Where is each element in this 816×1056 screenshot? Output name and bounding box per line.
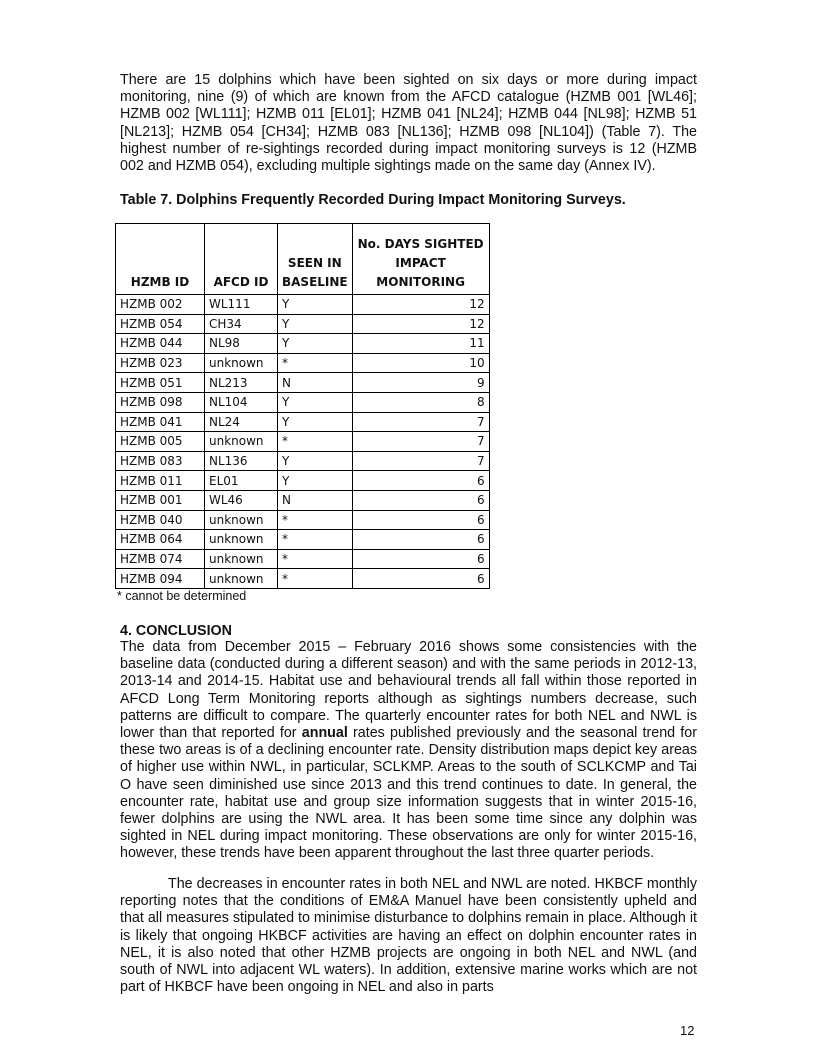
days-sighted-cell: 7 <box>352 432 489 452</box>
afcd-id-cell: unknown <box>205 549 278 569</box>
baseline-cell: Y <box>278 295 353 315</box>
table-row <box>116 295 490 315</box>
hzmb-id-cell: HZMB 040 <box>116 510 205 530</box>
afcd-id-cell: unknown <box>205 510 278 530</box>
table-row <box>116 451 490 471</box>
baseline-cell: * <box>278 530 353 550</box>
days-sighted-cell: 6 <box>352 490 489 510</box>
table-row <box>116 412 490 432</box>
emphasis-annual: annual <box>301 725 348 742</box>
days-sighted-cell: 9 <box>352 373 489 393</box>
table-row <box>116 314 490 334</box>
hzmb-id-cell: HZMB 074 <box>116 549 205 569</box>
table-row <box>116 392 490 412</box>
header-days-sighted: No. DAYS SIGHTED IMPACT MONITORING <box>352 224 489 295</box>
hzmb-id-cell: HZMB 005 <box>116 432 205 452</box>
baseline-cell: Y <box>278 314 353 334</box>
section-heading: 4. CONCLUSION <box>120 623 233 639</box>
baseline-cell: Y <box>278 451 353 471</box>
table-row <box>116 334 490 354</box>
days-sighted-cell: 7 <box>352 451 489 471</box>
baseline-cell: * <box>278 549 353 569</box>
baseline-cell: Y <box>278 334 353 354</box>
afcd-id-cell: NL24 <box>205 412 278 432</box>
afcd-id-cell: WL111 <box>205 295 278 315</box>
afcd-id-cell: NL98 <box>205 334 278 354</box>
hzmb-id-cell: HZMB 011 <box>116 471 205 491</box>
hzmb-id-cell: HZMB 083 <box>116 451 205 471</box>
table-row <box>116 530 490 550</box>
hzmb-id-cell: HZMB 001 <box>116 490 205 510</box>
afcd-id-cell: WL46 <box>205 490 278 510</box>
baseline-cell: Y <box>278 471 353 491</box>
baseline-cell: * <box>278 510 353 530</box>
intro-paragraph: There are 15 dolphins which have been sighted on six days or more during impact monitoring, nine (9) of which are known from the AFCD catalogue (HZMB 001 [WL46]; HZMB 002 [WL111]; HZMB 011 [EL01]; HZMB 041 [NL24]; HZMB 044 [NL98]; HZMB 51 [NL213]; HZMB 054 [CH34]; HZMB 083 [NL136]; HZMB 098 [NL104]) (Table 7). The highest number of re-sightings recorded during impact monitoring surveys is 12 (HZMB 002 and HZMB 054), excluding multiple sightings made on the same day (Annex IV). <box>120 72 697 175</box>
table-row <box>116 510 490 530</box>
table-row <box>116 569 490 589</box>
baseline-cell: Y <box>278 412 353 432</box>
table-row <box>116 373 490 393</box>
afcd-id-cell: NL104 <box>205 392 278 412</box>
table-body <box>116 295 490 589</box>
hzmb-id-cell: HZMB 098 <box>116 392 205 412</box>
days-sighted-cell: 11 <box>352 334 489 354</box>
conclusion-text-a: The data from December 2015 – February 2016 shows some consistencies with the baseline data (conducted during a different season) and with the same periods in 2012-13, 2013-14 and 2014-15. Habitat use and behavioural trends all fall within those reported in AFCD Long Term Monitoring reports although as sightings numbers decrease, such patterns are difficult to compare. The quarterly encounter rates for both NEL and NWL is lower than that reported for <box>120 639 697 742</box>
conclusion-paragraph-1 <box>120 639 697 863</box>
baseline-cell: Y <box>278 392 353 412</box>
baseline-cell: * <box>278 353 353 373</box>
days-sighted-cell: 8 <box>352 392 489 412</box>
table-row <box>116 549 490 569</box>
conclusion-paragraph-2: The decreases in encounter rates in both NEL and NWL are noted. HKBCF monthly reporting notes that the conditions of EM&A Manuel have been consistently upheld and that all measures stipulated to minimise disturbance to dolphins remain in place. Although it is likely that ongoing HKBCF activities are having an effect on dolphin encounter rates in NEL, it is also noted that other HZMB projects are ongoing in both NEL and NWL (and south of NWL into adjacent WL waters). In addition, extensive marine works which are not part of HKBCF have been ongoing in NEL and also in parts <box>120 876 697 996</box>
table-header-row <box>116 224 490 295</box>
header-seen-in-baseline: SEEN IN BASELINE <box>278 224 353 295</box>
hzmb-id-cell: HZMB 054 <box>116 314 205 334</box>
hzmb-id-cell: HZMB 041 <box>116 412 205 432</box>
hzmb-id-cell: HZMB 094 <box>116 569 205 589</box>
days-sighted-cell: 6 <box>352 471 489 491</box>
days-sighted-cell: 12 <box>352 314 489 334</box>
table-row <box>116 471 490 491</box>
afcd-id-cell: CH34 <box>205 314 278 334</box>
days-sighted-cell: 6 <box>352 549 489 569</box>
baseline-cell: N <box>278 490 353 510</box>
table-caption: Table 7. Dolphins Frequently Recorded During Impact Monitoring Surveys. <box>120 192 626 208</box>
days-sighted-cell: 7 <box>352 412 489 432</box>
baseline-cell: * <box>278 569 353 589</box>
afcd-id-cell: unknown <box>205 530 278 550</box>
days-sighted-cell: 10 <box>352 353 489 373</box>
header-hzmb-id: HZMB ID <box>116 224 205 295</box>
afcd-id-cell: EL01 <box>205 471 278 491</box>
table-row <box>116 490 490 510</box>
hzmb-id-cell: HZMB 002 <box>116 295 205 315</box>
baseline-cell: N <box>278 373 353 393</box>
table-row <box>116 432 490 452</box>
days-sighted-cell: 6 <box>352 530 489 550</box>
afcd-id-cell: NL213 <box>205 373 278 393</box>
table-row <box>116 353 490 373</box>
afcd-id-cell: NL136 <box>205 451 278 471</box>
hzmb-id-cell: HZMB 023 <box>116 353 205 373</box>
header-afcd-id: AFCD ID <box>205 224 278 295</box>
baseline-cell: * <box>278 432 353 452</box>
hzmb-id-cell: HZMB 064 <box>116 530 205 550</box>
days-sighted-cell: 6 <box>352 569 489 589</box>
hzmb-id-cell: HZMB 044 <box>116 334 205 354</box>
afcd-id-cell: unknown <box>205 432 278 452</box>
hzmb-id-cell: HZMB 051 <box>116 373 205 393</box>
days-sighted-cell: 6 <box>352 510 489 530</box>
days-sighted-cell: 12 <box>352 295 489 315</box>
page-number: 12 <box>680 1023 695 1038</box>
table-footnote: * cannot be determined <box>117 589 247 603</box>
afcd-id-cell: unknown <box>205 353 278 373</box>
afcd-id-cell: unknown <box>205 569 278 589</box>
conclusion-text-b: rates published previously and the seasonal trend for these two areas is of a declining encounter rate. Density distribution maps depict key areas of higher use within NWL, in particular, SCLKMP. Areas to the south of SCLKCMP and Tai O have seen diminished use since 2013 and this trend continues to date. In general, the encounter rate, habitat use and group size information suggests that in winter 2015-16, fewer dolphins are using the NWL area. It has been some time since any dolphin was sighted in NEL during impact monitoring. These observations are only for winter 2015-16, however, these trends have been apparent throughout the last three quarter periods. <box>120 725 697 862</box>
dolphin-table <box>115 223 490 589</box>
